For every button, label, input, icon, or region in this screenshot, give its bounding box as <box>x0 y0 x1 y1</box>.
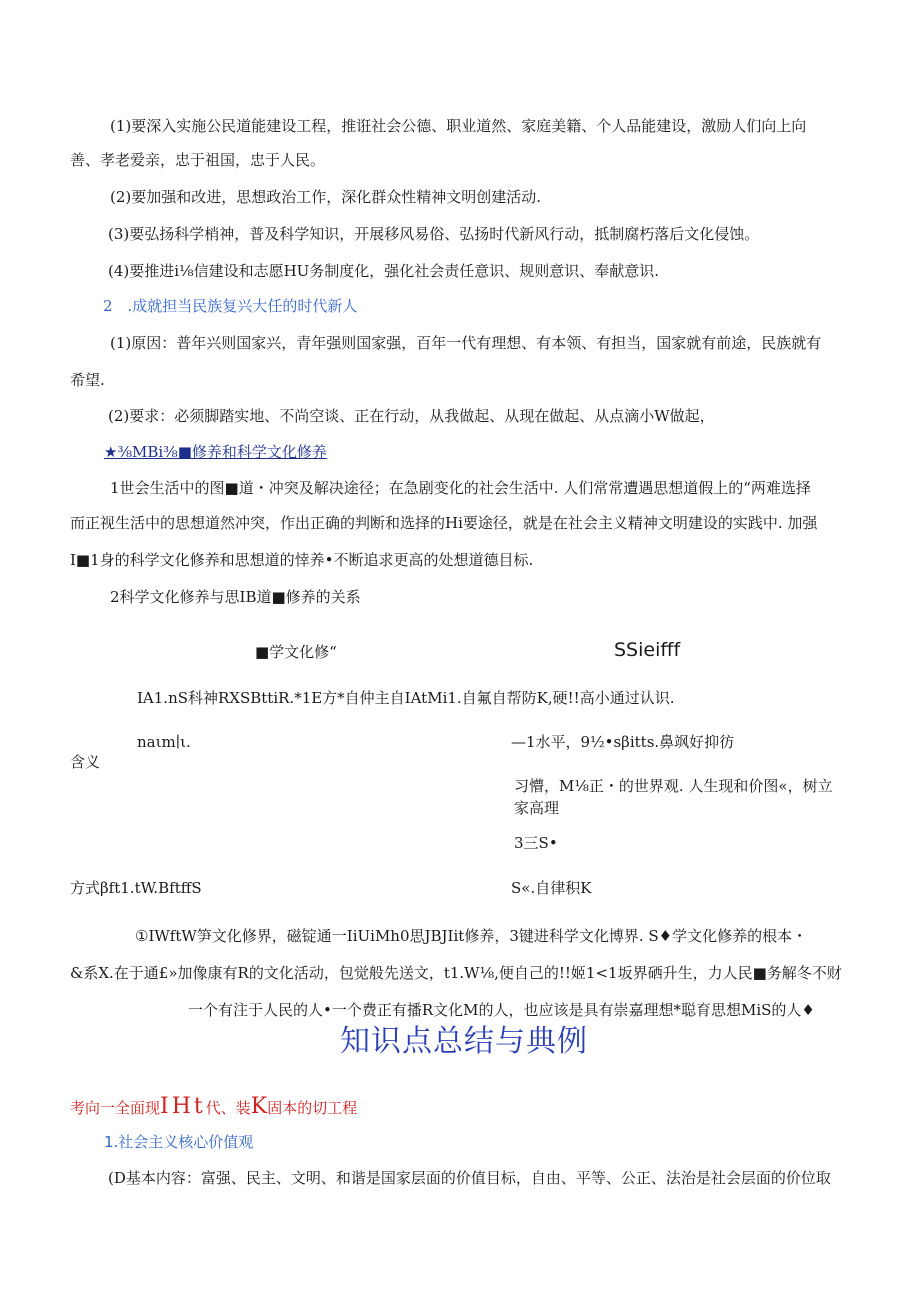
red-heading-part3: 代、装 <box>205 1099 251 1117</box>
section2-item2: (2)要求：必须脚踏实地、不尚空谈、正在行动，从我做起、从现在做起、从点滴小W做起， <box>108 407 715 425</box>
section2-item1-line2: 希望. <box>70 371 105 389</box>
table-label-method: 方式βft1.tW.BftffS <box>70 879 202 897</box>
red-heading-part1: 考向一全面现 <box>70 1099 161 1117</box>
red-heading-part5: 固本的切工程 <box>267 1099 358 1117</box>
section1-item4: (4)要推进i⅛信建设和志愿HU务制度化，强化社会责任意识、规则意识、奉献意识. <box>108 262 660 280</box>
red-heading-part2: IHt <box>160 1094 206 1119</box>
table-row5-right: S«.自律积K <box>511 879 592 897</box>
section1-item2: (2)要加强和改进，思想政治工作，深化群众性精神文明创建活动. <box>110 188 542 206</box>
knowledge-title: 知识点总结与典例 <box>340 1024 588 1059</box>
section4-para1-line3: 一个有注于人民的人•一个费正有播R文化M的人，也应该是具有崇嘉理想*聪育思想MiS的人♦ <box>188 1001 815 1019</box>
table-row2-left: naιm∣ι. <box>137 733 191 751</box>
table-row3-right-line2: 家高理 <box>514 799 560 817</box>
table-col2-header: SSieifff <box>614 639 681 661</box>
section2-heading: 2 .成就担当民族复兴大任的时代新人 <box>103 297 358 315</box>
table-row2-right: —1水平，9½•sβitts.鼻飒好抑彷 <box>511 733 735 751</box>
table-row4-right: 3三S• <box>514 834 558 852</box>
table-col1-header: ■学文化修“ <box>255 643 337 661</box>
section4-para1-line1: ①IWftW笋文化修界，磁锭通一IiUiMh0思JBJIit修养，3键进科学文化博界. S♦学文化修养的根本・ <box>135 927 808 945</box>
section3-para1-line2: 而正视生活中的思想道然冲突，作出正确的判断和选择的Hi要途径，就是在社会主义精神文明建设的实践中. 加强 <box>70 514 818 532</box>
red-heading-part4: K <box>250 1094 268 1119</box>
table-row3-right-line1: 习懵，M⅛正・的世界观. 人生现和价图«，树立 <box>514 777 833 795</box>
section3-heading: ★⅜MBi⅜■修养和科学文化修养 <box>104 443 327 461</box>
section2-item1-line1: (1)原因：普年兴则国家兴，青年强则国家强，百年一代有理想、有本领、有担当，国家就有前途，民族就有 <box>110 334 822 352</box>
section4-para1-line2: &系X.在于通£»加像康有R的文化活动，包觉般先送文，t1.W⅛,便自己的!!姬1<1坂界硒升生，力人民■务解冬不财 <box>70 964 842 982</box>
section1-item1-line1: (1)要深入实施公民道能建设工程，推诳社会公德、职业道然、家庭美籍、个人品能建设，激励人们向上向 <box>110 117 807 135</box>
section1-item3: (3)要弘扬科学梢神，普及科学知识，开展移风易俗、弘扬时代新风行动，抵制腐朽落后文化侵蚀。 <box>108 225 760 243</box>
knowledge-item1: (D基本内容：富强、民主、文明、和谐是国家层面的价值目标，自由、平等、公正、法治是社会层面的价位取 <box>108 1169 831 1187</box>
section3-para1-line3: I■1身的科学文化修养和思想道的悻养•不断追求更高的处想道德目标. <box>70 551 534 569</box>
section1-item1-line2: 善、孝老爱亲，忠于祖国，忠于人民。 <box>70 151 326 169</box>
section3-para1-line1: 1世会生活中的图■道・冲突及解决途径；在急剧变化的社会生活中. 人们常常遭遇思想道假上的“两难选择 <box>110 479 811 497</box>
table-row1: IA1.nS科神RXSBttiR.*1E方*自仲主自IAtMi1.自氟自帮防K,硬!!高小通过认识. <box>137 689 675 707</box>
table-label-meaning: 含义 <box>70 753 101 771</box>
knowledge-red-heading <box>70 1093 357 1122</box>
section3-para2: 2科学文化修养与思IB道■修养的关系 <box>110 588 361 606</box>
knowledge-subheading: 1.社会主义核心价值观 <box>104 1133 254 1151</box>
